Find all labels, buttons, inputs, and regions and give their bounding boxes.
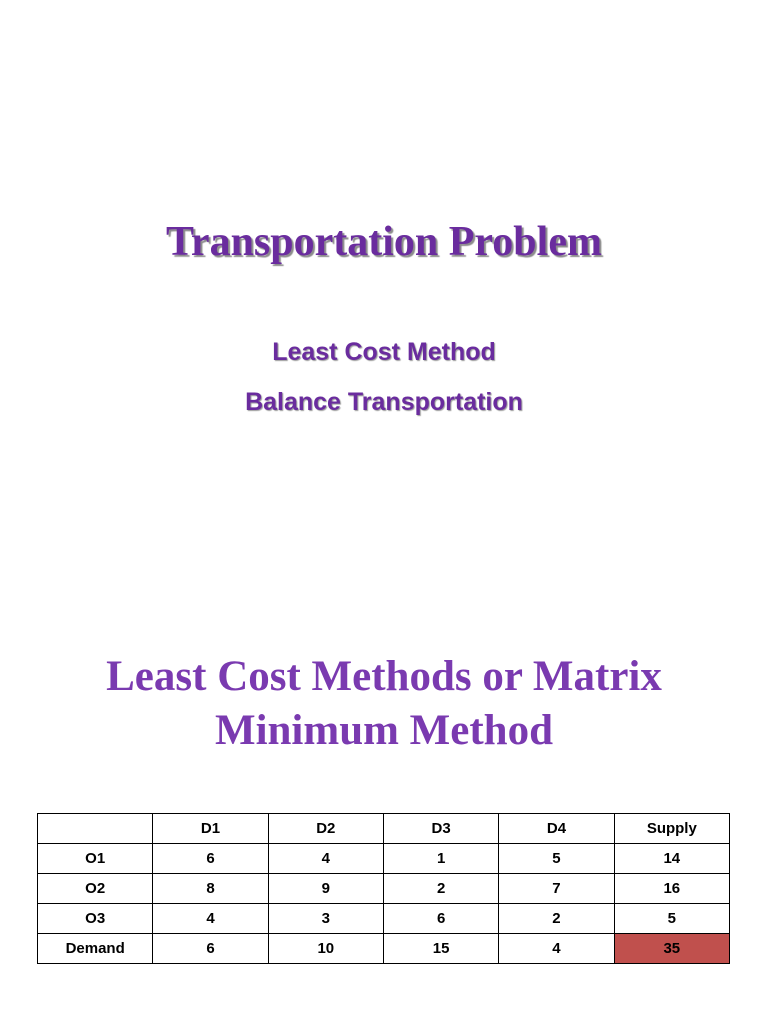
header-cell-d1: D1 — [153, 814, 268, 844]
demand-cell: 15 — [383, 934, 498, 964]
demand-cell: 6 — [153, 934, 268, 964]
header-cell-corner — [38, 814, 153, 844]
table-row — [38, 844, 730, 874]
table-cell: 2 — [499, 904, 614, 934]
header-cell-d2: D2 — [268, 814, 383, 844]
table-cell: 6 — [153, 844, 268, 874]
supply-cell: 14 — [614, 844, 729, 874]
subtitle-balance-transportation: Balance Transportation — [245, 388, 523, 416]
section-heading — [0, 650, 768, 758]
table-row — [38, 874, 730, 904]
table-header-row — [38, 814, 730, 844]
row-label: Demand — [38, 934, 153, 964]
row-label: O3 — [38, 904, 153, 934]
supply-cell: 5 — [614, 904, 729, 934]
section-heading-line2: Minimum Method — [214, 707, 554, 754]
table-cell: 6 — [383, 904, 498, 934]
header-cell-d4: D4 — [499, 814, 614, 844]
header-cell-supply: Supply — [614, 814, 729, 844]
table-cell: 3 — [268, 904, 383, 934]
demand-cell: 10 — [268, 934, 383, 964]
table-cell: 5 — [499, 844, 614, 874]
table-cell: 4 — [153, 904, 268, 934]
cost-table — [37, 813, 730, 964]
subtitle-least-cost-method: Least Cost Method — [272, 338, 496, 366]
table-row — [38, 904, 730, 934]
row-label: O2 — [38, 874, 153, 904]
table-cell: 9 — [268, 874, 383, 904]
section-heading-line1: Least Cost Methods or Matrix — [106, 653, 662, 700]
demand-row — [38, 934, 730, 964]
page-title: Transportation Problem — [166, 219, 602, 265]
table-cell: 4 — [268, 844, 383, 874]
table-cell: 1 — [383, 844, 498, 874]
header-cell-d3: D3 — [383, 814, 498, 844]
table-cell: 2 — [383, 874, 498, 904]
row-label: O1 — [38, 844, 153, 874]
table-cell: 8 — [153, 874, 268, 904]
demand-cell: 4 — [499, 934, 614, 964]
table-cell: 7 — [499, 874, 614, 904]
supply-cell: 16 — [614, 874, 729, 904]
total-cell: 35 — [614, 934, 729, 964]
